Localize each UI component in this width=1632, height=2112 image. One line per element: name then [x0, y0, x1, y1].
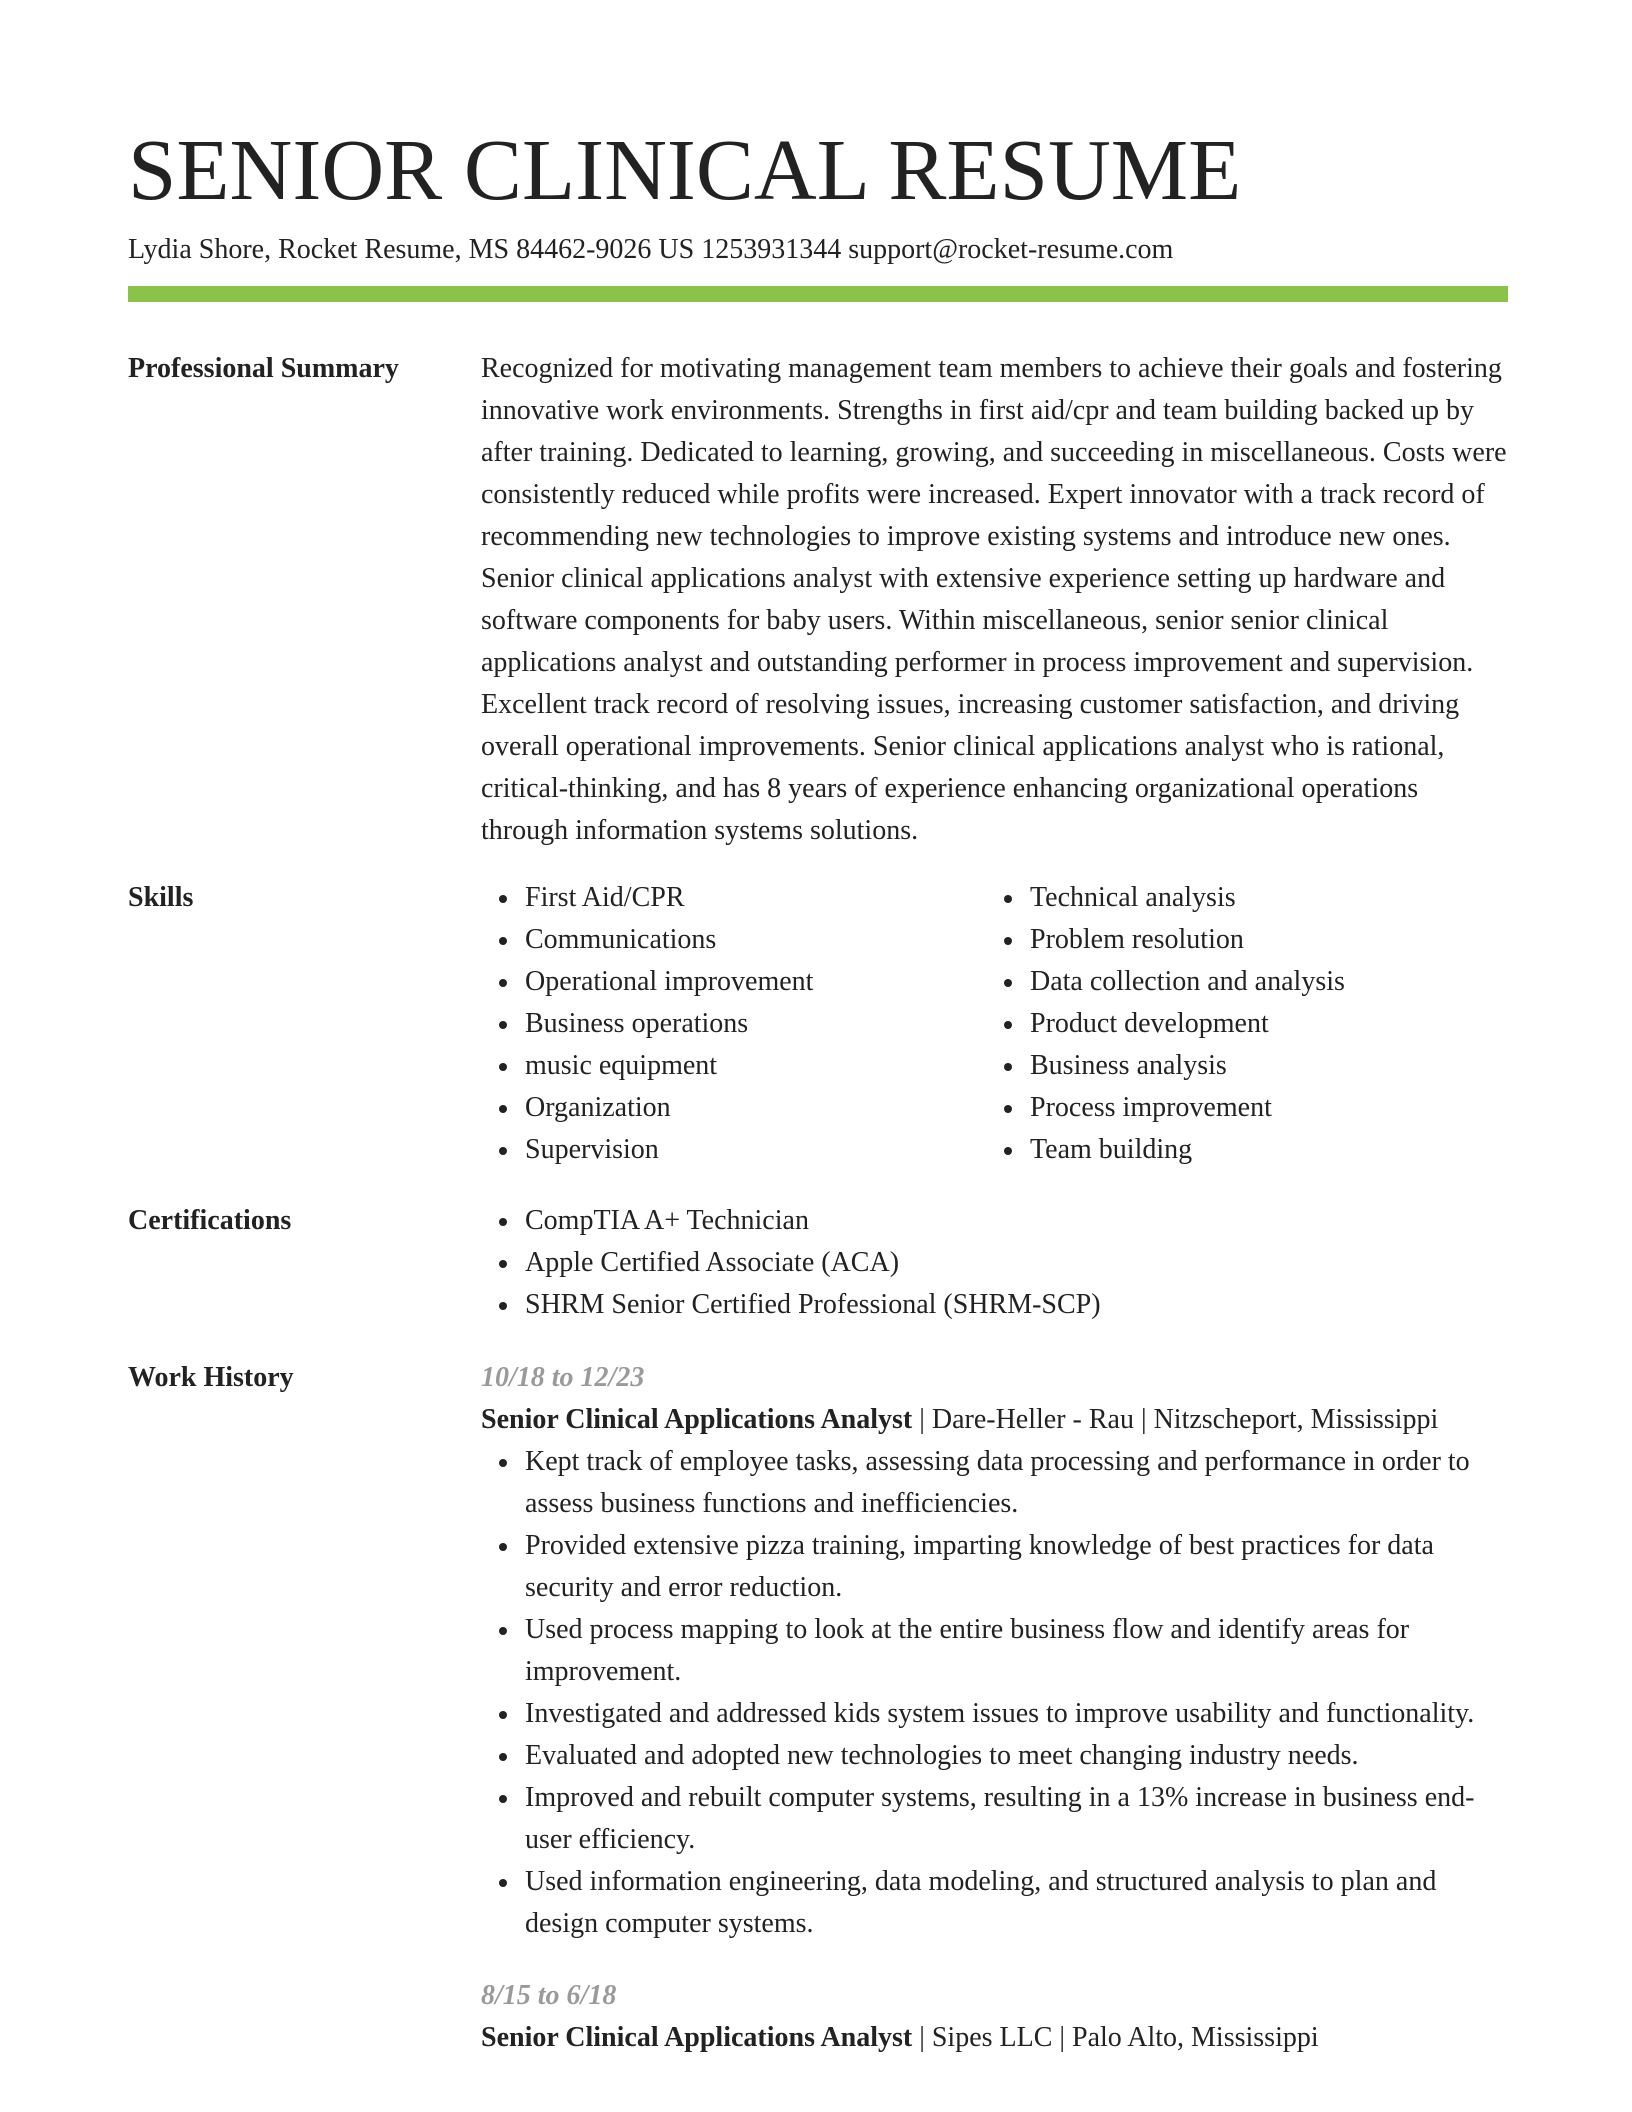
skill-item: Team building [1030, 1129, 1491, 1171]
job-entry [481, 1357, 1511, 1945]
certifications-label: Certifications [128, 1205, 292, 1236]
skill-item: Organization [525, 1087, 986, 1129]
job-bullet-item: Investigated and addressed kids system issues to improve usability and functionality. [525, 1693, 1511, 1735]
header-divider [128, 286, 1508, 302]
skills-column-left [481, 877, 986, 1171]
job-bullet-item: Kept track of employee tasks, assessing data processing and performance in order to assess business functions and inefficiencies. [525, 1441, 1511, 1525]
certification-item: Apple Certified Associate (ACA) [525, 1242, 1511, 1284]
job-bullet-item: Used process mapping to look at the entire business flow and identify areas for improvement. [525, 1609, 1511, 1693]
skill-item: Operational improvement [525, 961, 986, 1003]
skill-item: Business operations [525, 1003, 986, 1045]
job-dates: 8/15 to 6/18 [481, 1980, 617, 2011]
skill-item: Communications [525, 919, 986, 961]
certification-list [481, 1200, 1511, 1326]
job-bullet-item: Improved and rebuilt computer systems, resulting in a 13% increase in business end-user efficiency. [525, 1777, 1511, 1861]
certifications-body [481, 1200, 1511, 1326]
certification-item: CompTIA A+ Technician [525, 1200, 1511, 1242]
skills-column-right [986, 877, 1491, 1171]
skill-item: Data collection and analysis [1030, 961, 1491, 1003]
skill-item: Problem resolution [1030, 919, 1491, 961]
job-dates: 10/18 to 12/23 [481, 1362, 645, 1393]
summary-label: Professional Summary [128, 353, 399, 384]
summary-body [481, 348, 1511, 852]
contact-line: Lydia Shore, Rocket Resume, MS 84462-9026 US 1253931344 support@rocket-resume.com [128, 234, 1174, 265]
skills-body [481, 877, 1511, 1171]
job-bullet-item: Provided extensive pizza training, imparting knowledge of best practices for data security and error reduction. [525, 1525, 1511, 1609]
job-bullet-list [481, 1441, 1511, 1945]
summary-text: Recognized for motivating management team members to achieve their goals and fostering innovative work environments. Strengths in first aid/cpr and team building backed up by after training. Dedicated to learning, growing, and succeeding in miscellaneous. Costs were consistently reduced while profits were increased. Expert innovator with a track record of recommending new technologies to improve existing systems and introduce new ones. Senior clinical applications analyst with extensive experience setting up hardware and software components for baby users. Within miscellaneous, senior senior clinical applications analyst and outstanding performer in process improvement and supervision. Excellent track record of resolving issues, increasing customer satisfaction, and driving overall operational improvements. Senior clinical applications analyst who is rational, critical-thinking, and has 8 years of experience enhancing organizational operations through information systems solutions. [481, 353, 1507, 846]
skill-item: Technical analysis [1030, 877, 1491, 919]
skill-item: Supervision [525, 1129, 986, 1171]
job-entry [481, 1975, 1511, 2059]
work-history-body [481, 1357, 1511, 2059]
job-title: Senior Clinical Applications Analyst [481, 2022, 913, 2053]
skill-item: Product development [1030, 1003, 1491, 1045]
skill-list [481, 877, 986, 1171]
skill-item: music equipment [525, 1045, 986, 1087]
certification-item: SHRM Senior Certified Professional (SHRM-SCP) [525, 1284, 1511, 1326]
skill-item: First Aid/CPR [525, 877, 986, 919]
job-bullet-item: Used information engineering, data modeling, and structured analysis to plan and design computer systems. [525, 1861, 1511, 1945]
resume-title: SENIOR CLINICAL RESUME [128, 121, 1242, 218]
skill-list [986, 877, 1491, 1171]
job-details: | Sipes LLC | Palo Alto, Mississippi [912, 2022, 1319, 2053]
job-bullet-item: Evaluated and adopted new technologies to meet changing industry needs. [525, 1735, 1511, 1777]
skill-item: Business analysis [1030, 1045, 1491, 1087]
job-title: Senior Clinical Applications Analyst [481, 1404, 913, 1435]
job-heading [481, 1399, 1511, 1441]
skill-item: Process improvement [1030, 1087, 1491, 1129]
job-details: | Dare-Heller - Rau | Nitzscheport, Mississippi [912, 1404, 1439, 1435]
skills-label: Skills [128, 882, 194, 913]
work-history-label: Work History [128, 1362, 294, 1393]
job-heading [481, 2017, 1511, 2059]
